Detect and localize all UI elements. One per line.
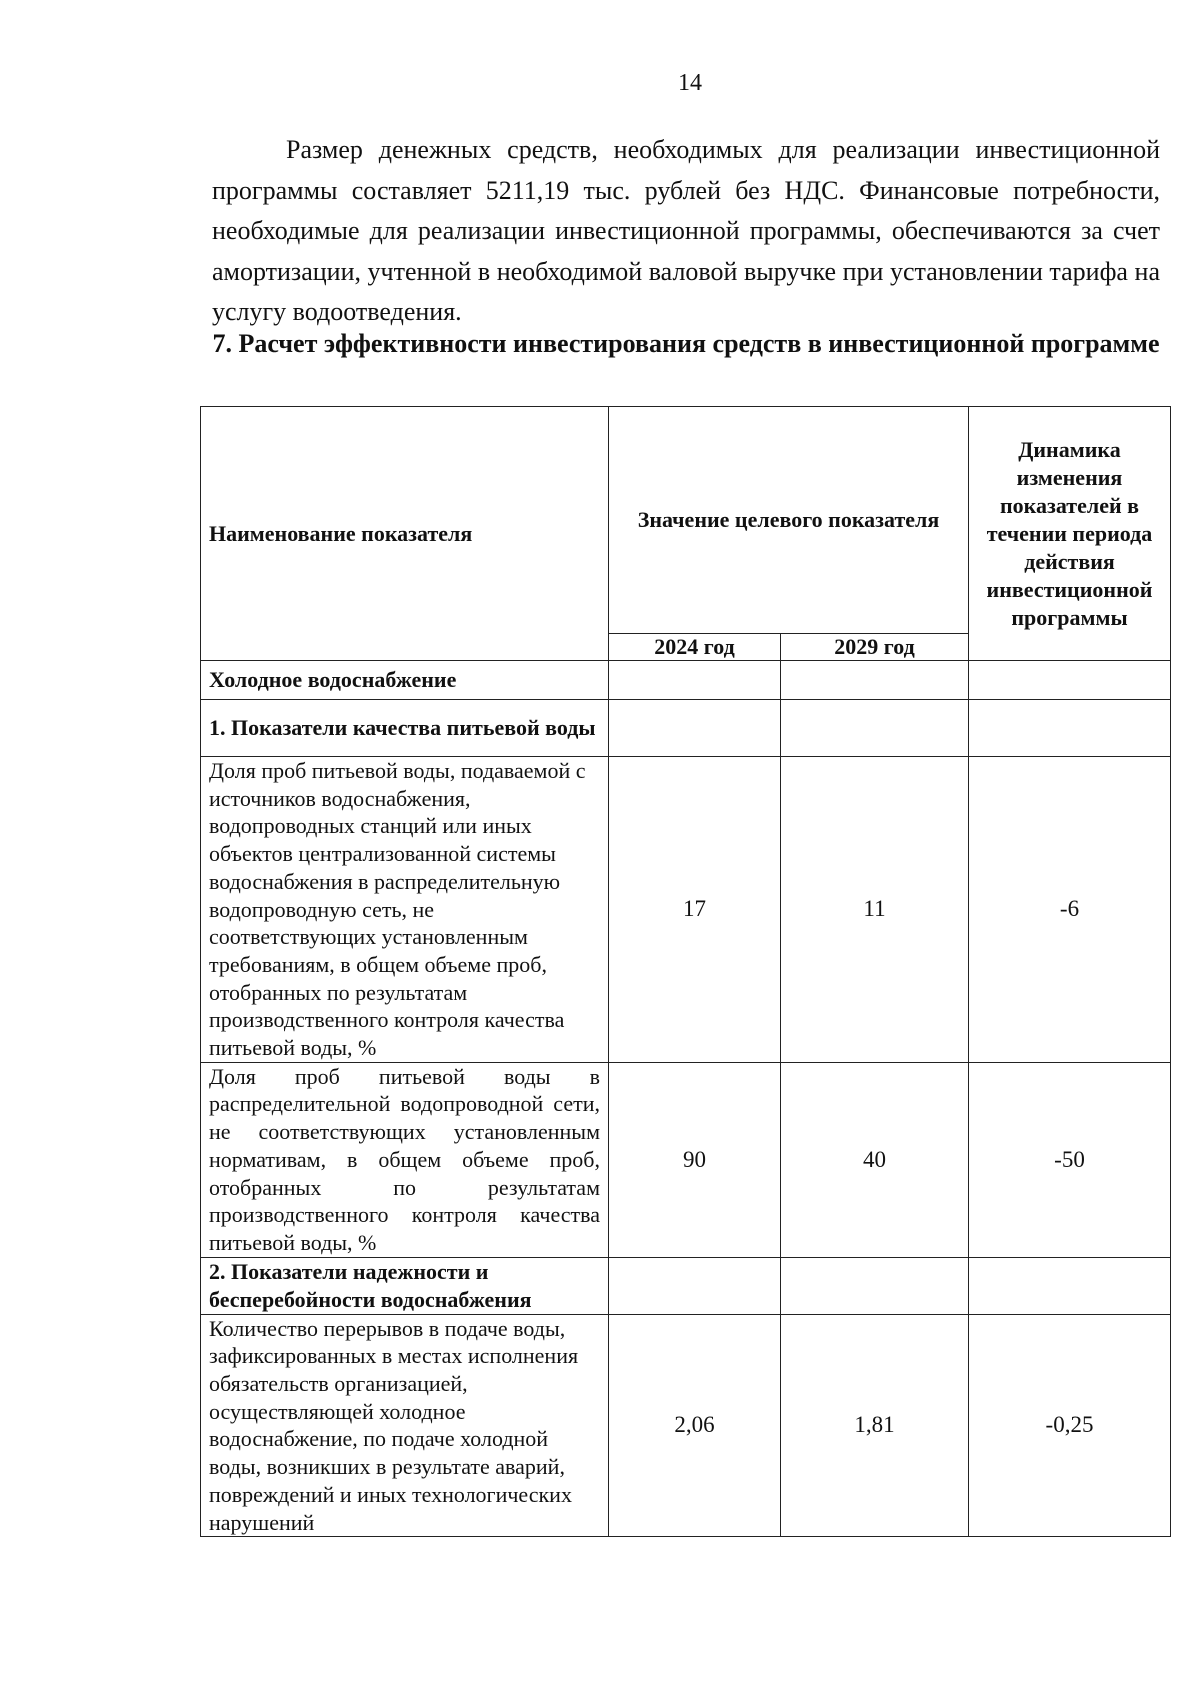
row-dynamics-cell: -50	[969, 1062, 1171, 1257]
row-dynamics-cell: -0,25	[969, 1314, 1171, 1537]
row-name-cell: Доля проб питьевой воды в распределительной водопроводной сети, не соответствующих установленным нормативам, в общем объеме проб, отобранных по результатам производственного контроля качества питьевой воды, %	[201, 1062, 609, 1257]
row-dynamics-cell	[969, 661, 1171, 700]
table-row	[201, 1257, 1171, 1314]
page-number: 14	[678, 70, 702, 96]
row-name-cell: Холодное водоснабжение	[201, 661, 609, 700]
header-year-2029-cell: 2029 год	[781, 634, 969, 661]
indicators-table	[200, 406, 1171, 1537]
row-dynamics-cell: -6	[969, 757, 1171, 1063]
header-name-cell: Наименование показателя	[201, 407, 609, 661]
row-name-cell: 1. Показатели качества питьевой воды	[201, 700, 609, 757]
header-year-2024-cell: 2024 год	[609, 634, 781, 661]
row-2024-cell: 17	[609, 757, 781, 1063]
row-2029-cell: 1,81	[781, 1314, 969, 1537]
row-name-cell: Количество перерывов в подаче воды, зафиксированных в местах исполнения обязательств организацией, осуществляющей холодное водоснабжение, по подаче холодной воды, возникших в результате аварий, повреждений и иных технологических нарушений	[201, 1314, 609, 1537]
row-2029-cell	[781, 1257, 969, 1314]
row-2024-cell: 2,06	[609, 1314, 781, 1537]
row-dynamics-cell	[969, 1257, 1171, 1314]
row-2024-cell: 90	[609, 1062, 781, 1257]
row-2029-cell: 11	[781, 757, 969, 1063]
table-row	[201, 757, 1171, 1063]
table-row	[201, 1062, 1171, 1257]
row-2024-cell	[609, 1257, 781, 1314]
table-row	[201, 1314, 1171, 1537]
row-dynamics-cell	[969, 700, 1171, 757]
row-2024-cell	[609, 661, 781, 700]
row-name-cell: Доля проб питьевой воды, подаваемой с источников водоснабжения, водопроводных станций или иных объектов централизованной системы водоснабжения в распределительную водопроводную сеть, не соответствующих установленным требованиям, в общем объеме проб, отобранных по результатам производственного контроля качества питьевой воды, %	[201, 757, 609, 1063]
table-header-row	[201, 407, 1171, 634]
section-title: 7. Расчет эффективности инвестирования средств в инвестиционной программе	[212, 329, 1160, 358]
row-2029-cell	[781, 700, 969, 757]
header-target-value-cell: Значение целевого показателя	[609, 407, 969, 634]
row-2024-cell	[609, 700, 781, 757]
row-2029-cell	[781, 661, 969, 700]
row-name-cell: 2. Показатели надежности и бесперебойности водоснабжения	[201, 1257, 609, 1314]
intro-paragraph: Размер денежных средств, необходимых для реализации инвестиционной программы составляет 5211,19 тыс. рублей без НДС. Финансовые потребности, необходимые для реализации инвестиционной программы, обеспечиваются за счет амортизации, учтенной в необходимой валовой выручке при установлении тарифа на услугу водоотведения.	[212, 135, 1160, 326]
header-dynamics-cell: Динамика изменения показателей в течении периода действия инвестиционной программы	[969, 407, 1171, 661]
table-row	[201, 661, 1171, 700]
row-2029-cell: 40	[781, 1062, 969, 1257]
table-row	[201, 700, 1171, 757]
